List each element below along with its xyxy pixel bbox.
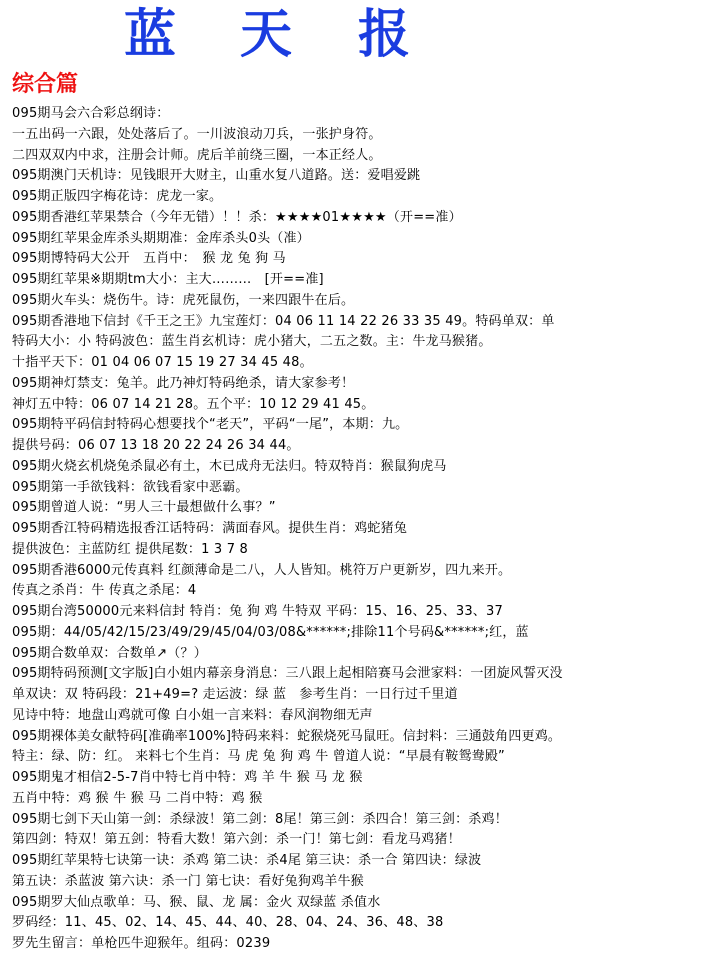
text-line: 095期第一手欲钱料：欲钱看家中恶霸。 [12,479,249,495]
text-line: 095期鬼才相信2-5-7肖中特七肖中特：鸡 羊 牛 猴 马 龙 猴 [12,770,363,785]
text-line: 095期台湾50000元来料信封 特肖：兔 狗 鸡 牛特双 平码：15、16、25、33、37 [12,604,503,619]
text-line: 095期香港6000元传真料 红颜薄命是二八，人人皆知。桃符万户更新岁，四九来开。 [12,562,512,578]
text-line: 095期红苹果金库杀头期期准：金库杀头0头（准） [12,230,310,246]
text-line: 095期马会六合彩总纲诗： [12,106,170,121]
text-line: 095期合数单双：合数单↗（？） [12,645,207,661]
text-line: 095期火车头：烧伤牛。诗：虎死鼠伤，一来四跟牛在后。 [12,292,355,308]
text-line: 095期红苹果特七诀第一诀：杀鸡 第二诀：杀4尾 第三诀：杀一合 第四诀：绿波 [12,853,482,868]
text-line: 095期罗大仙点歌单：马、猴、鼠、龙 属：金火 双绿蓝 杀值水 [12,894,381,910]
text-line: 095期：44/05/42/15/23/49/29/45/04/03/08&******;排除11个号码&******;红，蓝 [12,624,529,640]
text-line: 095期特码预测[文字版]白小姐内幕亲身消息：三八跟上起相陪赛马会泄家料：一团旋风誓灭没 [12,666,563,682]
masthead-char-1: 蓝 [124,4,177,65]
text-line: 特码大小：小 特码波色：蓝生肖玄机诗：虎小猪大，二五之数。主：牛龙马猴猪。 [12,334,492,350]
text-line: 十指平天下：01 04 06 07 15 19 27 34 45 48。 [12,355,313,370]
text-line: 特主：绿、防：红。 来料七个生肖：马 虎 兔 狗 鸡 牛 曾道人说：“早晨有鞍鸳鸯殿” [12,749,505,765]
article-body [12,104,724,955]
text-line: 095期正版四字梅花诗：虎龙一家。 [12,189,223,204]
text-line: 提供号码：06 07 13 18 20 22 24 26 34 44。 [12,438,300,453]
text-line: 095期特平码信封特码心想要找个“老天”，平码“一尾”，本期：九。 [12,417,409,433]
text-line: 一五出码一六跟，处处落后了。一川波浪动刀兵，一张护身符。 [12,126,382,142]
text-line: 见诗中特：地盘山鸡就可像 白小姐一言来料：春风润物细无声 [12,707,373,723]
text-line: 第五诀：杀蓝波 第六诀：杀一门 第七诀：看好兔狗鸡羊牛猴 [12,873,364,889]
text-line: 095期香港红苹果禁合（今年无错）！！杀：★★★★01★★★★（开==准） [12,209,462,225]
masthead-title [124,4,418,66]
text-line: 095期裸体美女献特码[准确率100%]特码来料：蛇猴烧死马鼠旺。信封料：三通鼓角四更鸡。 [12,728,562,744]
text-line: 罗码经：11、45、02、14、45、44、40、28、04、24、36、48、38 [12,915,444,931]
text-line: 神灯五中特：06 07 14 21 28。五个平：10 12 29 41 45。 [12,396,375,412]
masthead-char-3: 报 [358,4,411,65]
text-line: 传真之杀肖：牛 传真之杀尾：4 [12,583,197,599]
text-line: 095期神灯禁支：兔羊。此乃神灯特码绝杀，请大家参考！ [12,375,355,391]
text-line: 第四剑：特双！第五剑：特看大数！第六剑：杀一门！第七剑：看龙马鸡猪！ [12,832,461,848]
text-line: 五肖中特：鸡 猴 牛 猴 马 二肖中特：鸡 猴 [12,790,263,806]
masthead-char-2: 天 [240,4,293,65]
text-line: 二四双双内中求，注册会计师。虎后羊前绕三圈，一本正经人。 [12,147,382,163]
text-line: 095期香港地下信封《千王之王》九宝莲灯：04 06 11 14 22 26 33 35 49。特码单双：单 [12,313,555,329]
text-line: 罗先生留言：单枪匹牛迎猴年。组码：0239 [12,936,271,951]
text-line: 095期澳门天机诗：见钱眼开大财主，山重水复八道路。送：爱唱爱跳 [12,168,421,184]
text-line: 提供波色：主蓝防红 提供尾数：1 3 7 8 [12,541,249,557]
text-line: 095期红苹果※期期tm大小：主大……… [开==准] [12,272,324,287]
text-line: 单双诀：双 特码段：21+49=? 走运波：绿 蓝 参考生肖：一日行过千里道 [12,687,458,702]
section-title: 综合篇 [12,71,79,97]
text-line: 095期香江特码精选报香江话特码：满面春风。提供生肖：鸡蛇猪兔 [12,521,408,536]
text-line: 095期火烧玄机烧兔杀鼠必有土，木已成舟无法归。特双特肖：猴鼠狗虎马 [12,458,447,474]
text-line: 095期七剑下天山第一剑：杀绿波！第二剑：8尾！第三剑：杀四合！第三剑：杀鸡！ [12,811,508,827]
text-line: 095期博特码大公开 五肖中： 猴 龙 兔 狗 马 [12,251,286,267]
text-line: 095期曾道人说：“男人三十最想做什么事？” [12,500,276,516]
